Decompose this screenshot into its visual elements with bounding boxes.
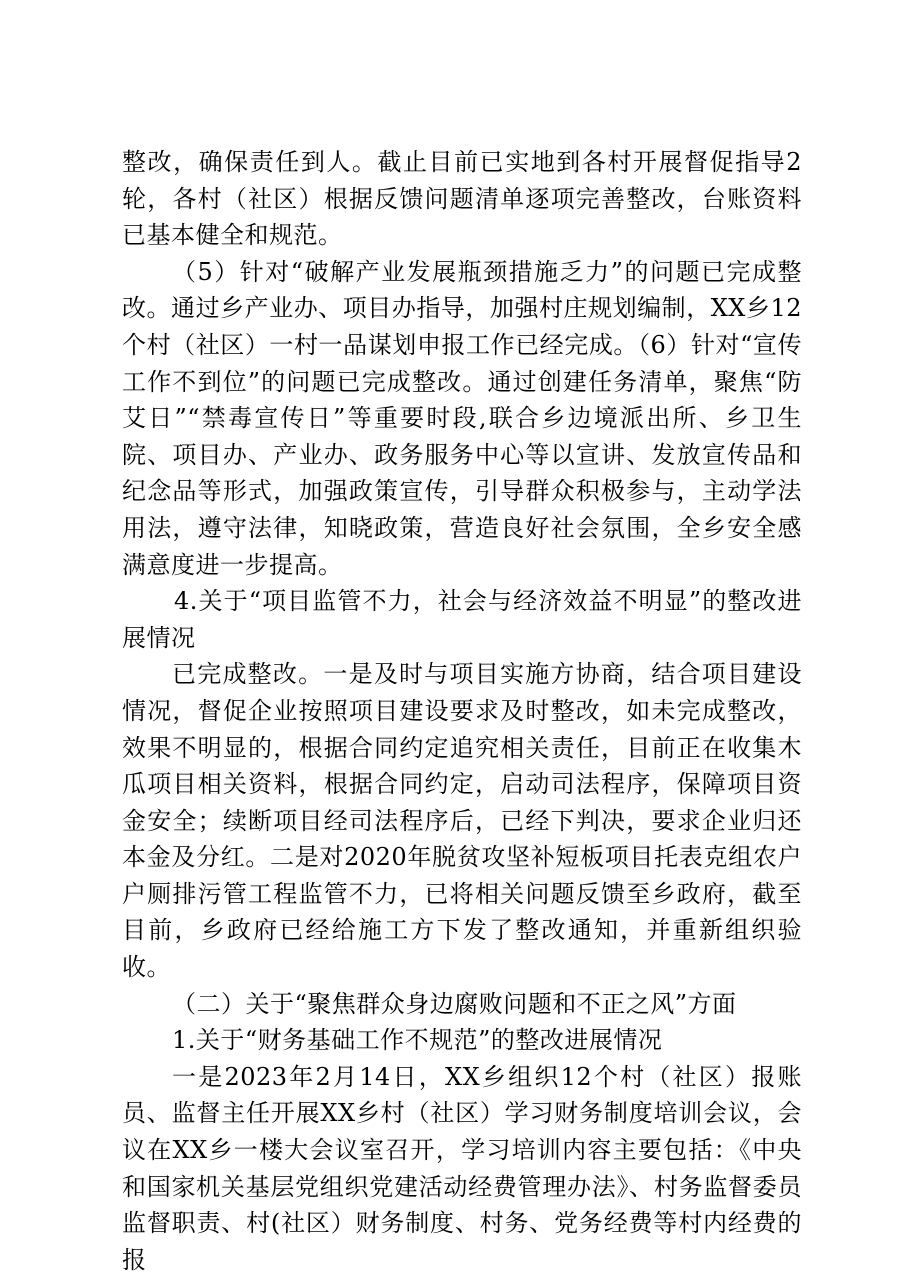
document-body: [122, 144, 802, 1278]
section-heading-4: 4.关于“项目监管不力，社会与经济效益不明显”的整改进展情况: [122, 587, 802, 652]
paragraph-project-supervision: 已完成整改。一是及时与项目实施方协商，结合项目建设情况，督促企业按照项目建设要求及时整改，如未完成整改，效果不明显的，根据合同约定追究相关责任，目前正在收集木瓜项目相关资料，根据合同约定，启动司法程序，保障项目资金安全；续断项目经司法程序后，已经下判决，要求企业归还本金及分红。二是对2020年脱贫攻坚补短板项目托表克组农户户厕排污管工程监管不力，已将相关问题反馈至乡政府，截至目前，乡政府已经给施工方下发了整改通知，并重新组织验收。: [122, 660, 802, 982]
paragraph-finance-training: 一是2023年2月14日，XX乡组织12个村（社区）报账员、监督主任开展XX乡村（社区）学习财务制度培训会议，会议在XX乡一楼大会议室召开，学习培训内容主要包括：《中央和国家机关基层党组织党建活动经费管理办法》、村务监督委员监督职责、村(社区）财务制度、村务、党务经费等村内经费的报: [122, 1062, 802, 1274]
paragraph-continuation: 整改，确保责任到人。截止目前已实地到各村开展督促指导2轮，各村（社区）根据反馈问题清单逐项完善整改，台账资料已基本健全和规范。: [122, 148, 802, 250]
section-heading-1: 1.关于“财务基础工作不规范”的整改进展情况: [172, 1026, 663, 1055]
section-heading-part-2: （二）关于“聚焦群众身边腐败问题和不正之风”方面: [172, 989, 737, 1018]
paragraph-rectification-5-6: （5）针对“破解产业发展瓶颈措施乏力”的问题已完成整改。通过乡产业办、项目办指导，加强村庄规划编制，XX乡12个村（社区）一村一品谋划申报工作已经完成。（6）针对“宣传工作不到位”的问题已完成整改。通过创建任务清单，聚焦“防艾日”“禁毒宣传日”等重要时段,联合乡边境派出所、乡卫生院、项目办、产业办、政务服务中心等以宣讲、发放宣传品和纪念品等形式，加强政策宣传，引导群众积极参与，主动学法用法，遵守法律，知晓政策，营造良好社会氛围，全乡安全感满意度进一步提高。: [122, 257, 802, 579]
